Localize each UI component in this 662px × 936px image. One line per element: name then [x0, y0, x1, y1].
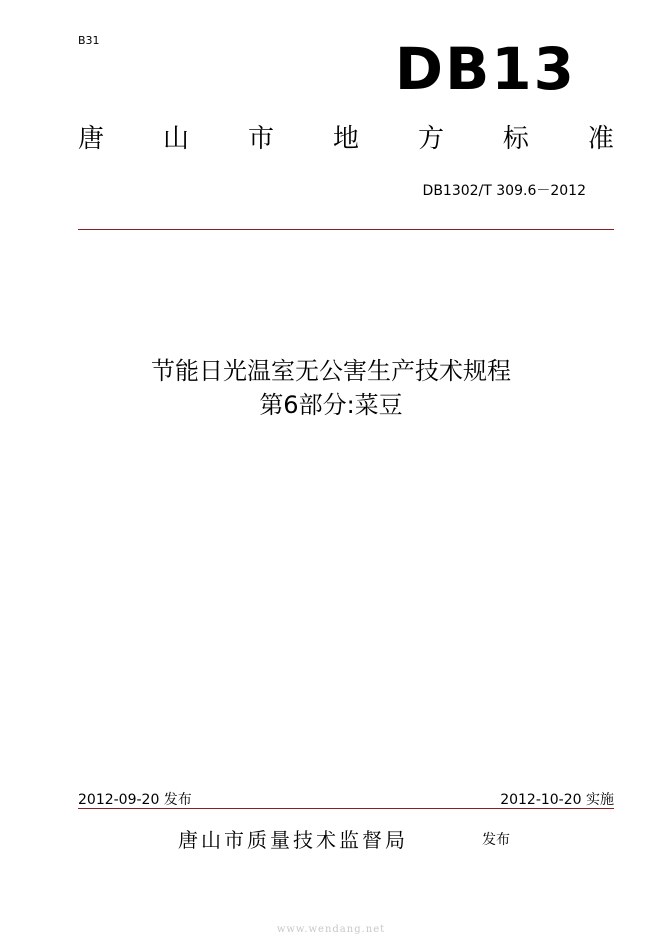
standard-code: DB13 — [394, 35, 576, 103]
top-divider — [78, 229, 614, 230]
standard-type-char: 方 — [417, 124, 444, 154]
standard-type-char: 地 — [332, 124, 359, 154]
bottom-divider — [78, 808, 614, 809]
standard-type-char: 山 — [162, 124, 189, 154]
issuer-action: 发布 — [482, 832, 510, 848]
standard-type-char: 标 — [502, 124, 529, 154]
standard-type-char: 准 — [587, 124, 614, 154]
issue-date: 2012-09-20 发布 — [78, 792, 192, 808]
implement-date: 2012-10-20 实施 — [500, 792, 614, 808]
standard-number: DB1302/T 309.6－2012 — [422, 183, 586, 199]
classification-code: B31 — [78, 34, 100, 47]
standard-type-char: 市 — [247, 124, 274, 154]
title-line-2: 第6部分:菜豆 — [259, 391, 403, 419]
watermark: www.wendang.net — [276, 924, 386, 935]
issuer: 唐山市质量技术监督局 — [178, 828, 408, 852]
title-line-1: 节能日光温室无公害生产技术规程 — [151, 357, 511, 385]
document-title — [0, 354, 662, 422]
standard-type — [78, 124, 614, 155]
standard-type-char: 唐 — [78, 124, 105, 154]
